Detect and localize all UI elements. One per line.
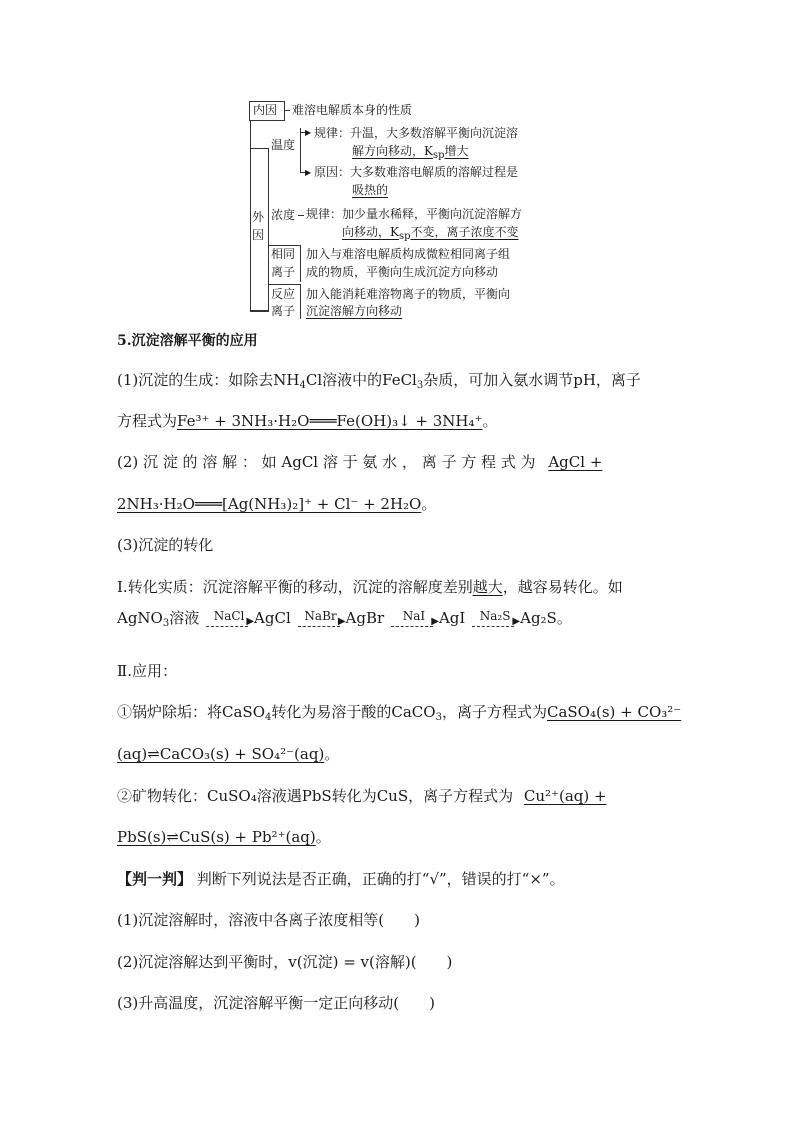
- judge-instruction: 【判一判】 判断下列说法是否正确，正确的打“√”，错误的打“×”。: [117, 870, 565, 888]
- mineral-conversion-line1: ②矿物转化：CuSO₄溶液遇PbS转化为CuS，离子方程式为 Cu²⁺(aq) +: [117, 787, 607, 805]
- boiler-descaling-line1: ①锅炉除垢：将CaSO$_4$转化为易溶于酸的CaCO$_3$，离子方程式为CaSO₄(s) + CO₃²⁻: [117, 703, 682, 723]
- judge-tag: 【判一判】: [117, 870, 193, 888]
- precipitation-dissolution-line2: 2NH₃·H₂O═══[Ag(NH₃)₂]⁺ + Cl⁻ + 2H₂O。: [117, 495, 437, 513]
- temp-rule-line2: 解方向移动，$K_{sp}$增大: [352, 144, 469, 161]
- arrow-nai: NaI ▶: [389, 608, 439, 634]
- precipitation-formation-line2: 方程式为Fe³⁺ + 3NH₃·H₂O═══Fe(OH)₃↓ + 3NH₄⁺。: [117, 412, 498, 430]
- descaling-equation: (aq)⇌CaCO₃(s) + SO₄²⁻(aq): [117, 745, 325, 763]
- conc-rule-line1: 规律：加少量水稀释，平衡向沉淀溶解方: [306, 207, 523, 221]
- mineral-conversion-line2: PbS(s)⇌CuS(s) + Pb²⁺(aq)。: [117, 828, 331, 846]
- conversion-heading: (3)沉淀的转化: [117, 536, 214, 554]
- precipitation-formation-line1: (1)沉淀的生成：如除去$NH_4Cl$溶液中的FeCl$_3$杂质，可加入氨水调节pH，离子: [117, 371, 641, 391]
- outer-cause-label-2: 因: [252, 228, 265, 242]
- question-2: (2)沉淀溶解达到平衡时，v(沉淀) = v(溶解)( ): [117, 953, 453, 971]
- concentration-label: 浓度: [271, 208, 296, 222]
- conc-rule-line2: 向移动，$K_{sp}$不变，离子浓度不变: [342, 225, 519, 242]
- inner-cause-desc: 难溶电解质本身的性质: [292, 103, 413, 117]
- arrow-nacl: NaCl ▶: [204, 608, 254, 634]
- temperature-label: 温度: [271, 138, 296, 152]
- temp-reason-line1: 原因：大多数难溶电解质的溶解过程是: [314, 165, 519, 179]
- same-ion-label-1: 相同: [271, 247, 296, 261]
- application-heading: Ⅱ.应用：: [117, 662, 177, 680]
- precipitation-dissolution-line1: (2) 沉 淀 的 溶 解 ： 如 AgCl 溶 于 氨 水 ， 离 子 方 程 式 为 AgCl +: [117, 453, 603, 471]
- react-ion-label-2: 离子: [271, 304, 296, 318]
- conversion-chain: AgNO$_3$溶液 NaCl ▶ AgCl NaBr ▶ AgBr NaI ▶ AgI Na₂S ▶ Ag₂S。: [117, 608, 572, 634]
- inner-cause-label: 内因: [253, 103, 278, 117]
- formation-equation: Fe³⁺ + 3NH₃·H₂O═══Fe(OH)₃↓ + 3NH₄⁺: [177, 412, 483, 430]
- temp-reason-line2: 吸热的: [352, 183, 389, 197]
- boiler-descaling-line2: (aq)⇌CaCO₃(s) + SO₄²⁻(aq)。: [117, 745, 340, 763]
- question-1: (1)沉淀溶解时，溶液中各离子浓度相等( ): [117, 911, 420, 929]
- react-ion-label-1: 反应: [271, 287, 296, 301]
- same-ion-label-2: 离子: [271, 265, 296, 279]
- react-ion-desc-2: 沉淀溶解方向移动: [306, 304, 403, 318]
- arrow-nabr: NaBr ▶: [296, 608, 346, 634]
- mineral-equation: PbS(s)⇌CuS(s) + Pb²⁺(aq): [117, 828, 316, 846]
- conversion-essence-line1: Ⅰ.转化实质：沉淀溶解平衡的移动，沉淀的溶解度差别越大，越容易转化。如: [117, 578, 623, 596]
- arrow-na2s: Na₂S ▶: [470, 608, 520, 634]
- dissolution-equation: 2NH₃·H₂O═══[Ag(NH₃)₂]⁺ + Cl⁻ + 2H₂O: [117, 495, 422, 513]
- temp-rule-line1: 规律：升温，大多数溶解平衡向沉淀溶: [314, 126, 519, 140]
- question-3: (3)升高温度，沉淀溶解平衡一定正向移动( ): [117, 994, 435, 1012]
- react-ion-desc-1: 加入能消耗难溶物离子的物质，平衡向: [306, 287, 511, 301]
- same-ion-desc-2: 成的物质，平衡向生成沉淀方向移动: [306, 265, 499, 279]
- outer-cause-label-1: 外: [252, 210, 265, 224]
- section-title: 5.沉淀溶解平衡的应用: [117, 333, 258, 349]
- same-ion-desc-1: 加入与难溶电解质构成微粒相同离子组: [306, 247, 511, 261]
